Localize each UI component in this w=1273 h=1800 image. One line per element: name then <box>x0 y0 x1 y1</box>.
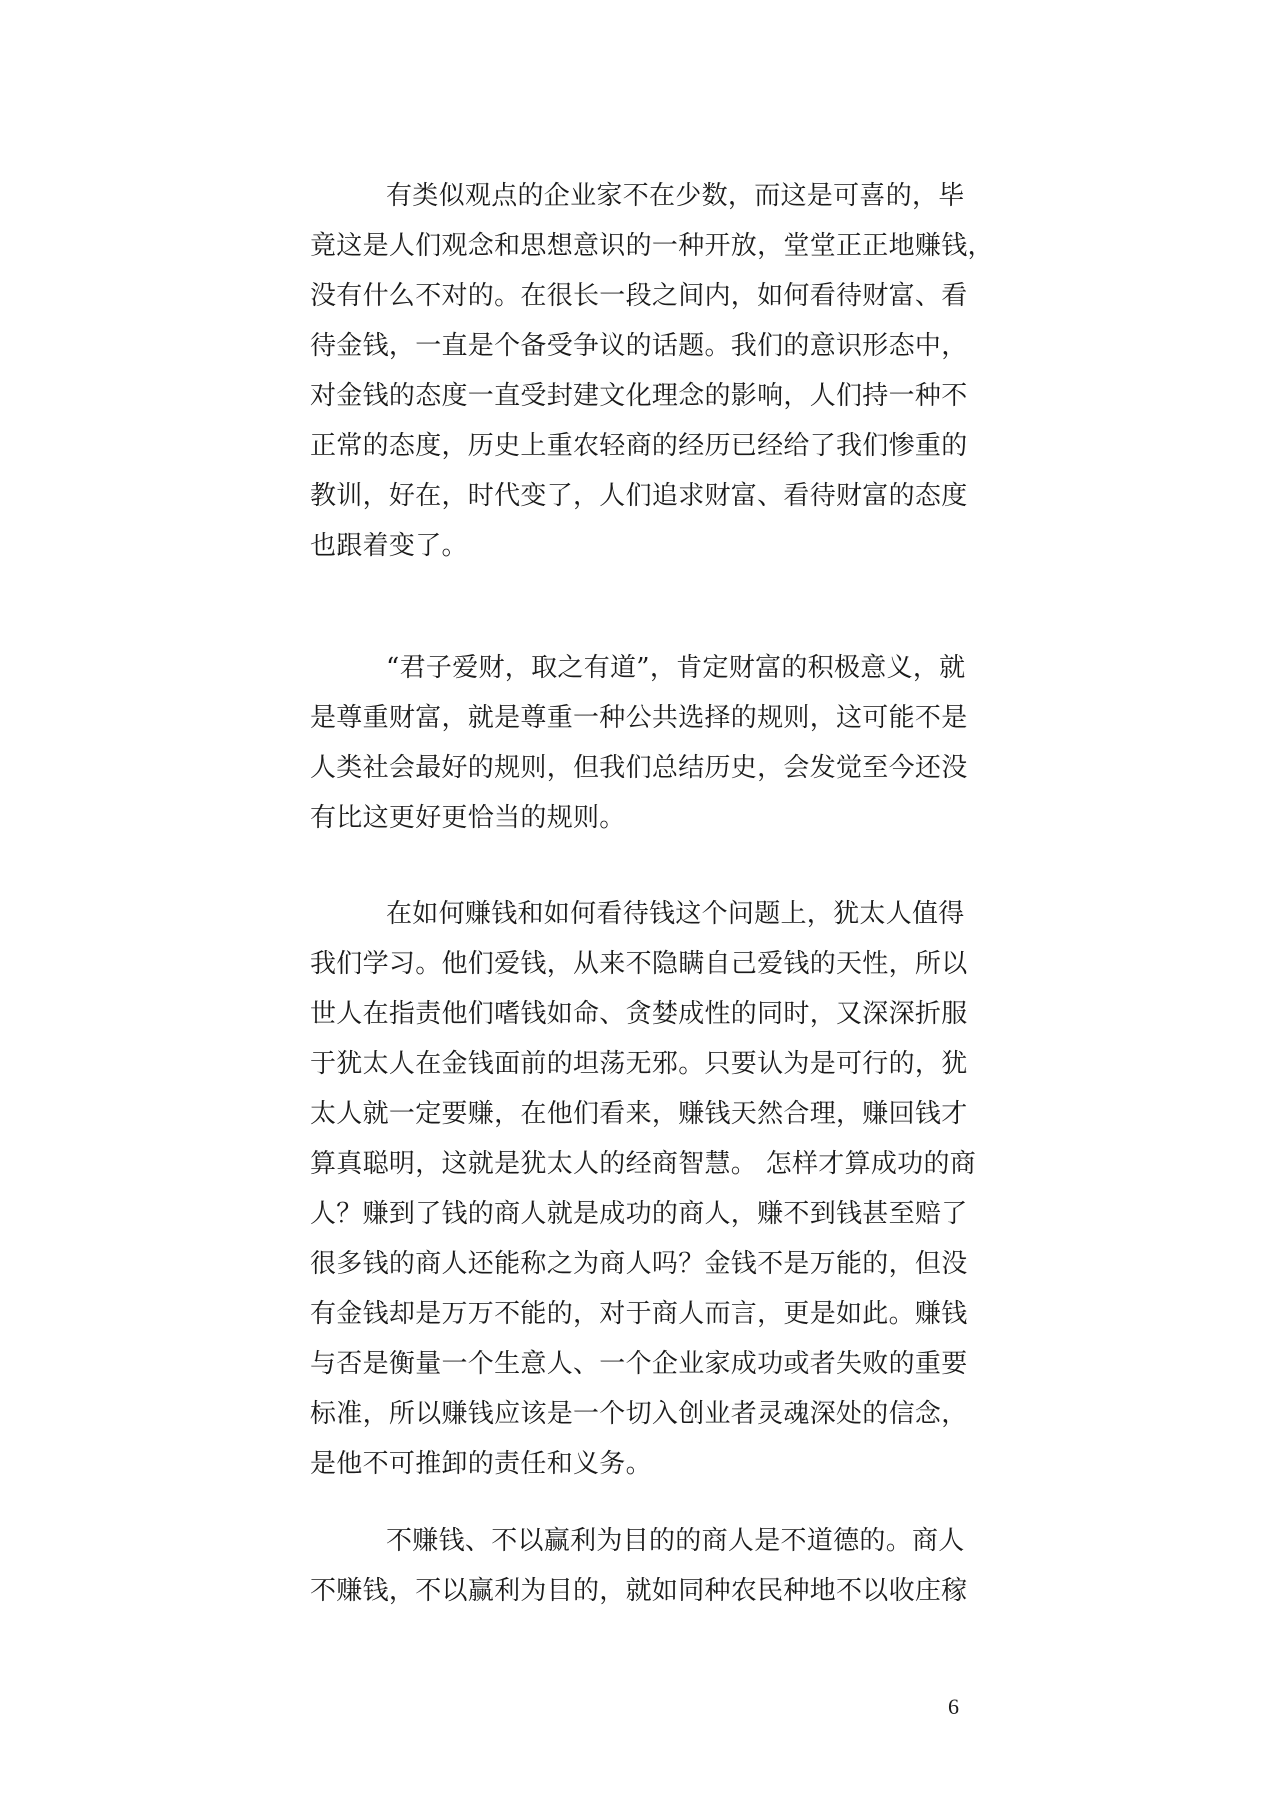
text-line: 没有什么不对的。在很长一段之间内，如何看待财富、看 <box>310 281 968 311</box>
text-line: 待金钱，一直是个备受争议的话题。我们的意识形态中， <box>310 331 968 361</box>
text-line: 也跟着变了。 <box>310 531 468 561</box>
text-line: 在如何赚钱和如何看待钱这个问题上，犹太人值得 <box>386 899 965 929</box>
text-line: “君子爱财，取之有道”，肯定财富的积极意义，就 <box>386 653 966 683</box>
text-line: 不赚钱、不以赢利为目的的商人是不道德的。商人 <box>386 1526 965 1556</box>
text-line: 人类社会最好的规则，但我们总结历史，会发觉至今还没 <box>310 753 968 783</box>
page-number: 6 <box>948 1694 959 1719</box>
paragraph-3 <box>310 889 977 1489</box>
paragraph-1 <box>310 171 994 571</box>
text-line: 我们学习。他们爱钱，从来不隐瞒自己爱钱的天性，所以 <box>310 949 968 979</box>
text-line: 教训，好在，时代变了，人们追求财富、看待财富的态度 <box>310 481 968 511</box>
text-line: 人？赚到了钱的商人就是成功的商人，赚不到钱甚至赔了 <box>310 1199 968 1229</box>
text-line: 正常的态度，历史上重农轻商的经历已经给了我们惨重的 <box>310 431 968 461</box>
text-line: 是尊重财富，就是尊重一种公共选择的规则，这可能不是 <box>310 703 968 733</box>
text-line: 有金钱却是万万不能的，对于商人而言，更是如此。赚钱 <box>310 1299 968 1329</box>
text-line: 有比这更好更恰当的规则。 <box>310 803 626 833</box>
text-line: 竟这是人们观念和思想意识的一种开放，堂堂正正地赚钱， <box>310 231 994 261</box>
text-line: 算真聪明，这就是犹太人的经商智慧。 怎样才算成功的商 <box>310 1149 977 1179</box>
text-line: 于犹太人在金钱面前的坦荡无邪。只要认为是可行的，犹 <box>310 1049 968 1079</box>
text-line: 不赚钱，不以赢利为目的，就如同种农民种地不以收庄稼 <box>310 1576 968 1606</box>
paragraph-2 <box>310 643 970 843</box>
text-line: 标准，所以赚钱应该是一个切入创业者灵魂深处的信念， <box>310 1399 968 1429</box>
text-line: 有类似观点的企业家不在少数，而这是可喜的，毕 <box>386 181 965 211</box>
text-line: 与否是衡量一个生意人、一个企业家成功或者失败的重要 <box>310 1349 968 1379</box>
text-line: 太人就一定要赚，在他们看来，赚钱天然合理，赚回钱才 <box>310 1099 968 1129</box>
text-line: 对金钱的态度一直受封建文化理念的影响，人们持一种不 <box>310 381 968 411</box>
paragraph-4 <box>310 1516 970 1616</box>
text-line: 世人在指责他们嗜钱如命、贪婪成性的同时，又深深折服 <box>310 999 968 1029</box>
text-line: 很多钱的商人还能称之为商人吗？金钱不是万能的，但没 <box>310 1249 968 1279</box>
text-line: 是他不可推卸的责任和义务。 <box>310 1449 652 1479</box>
